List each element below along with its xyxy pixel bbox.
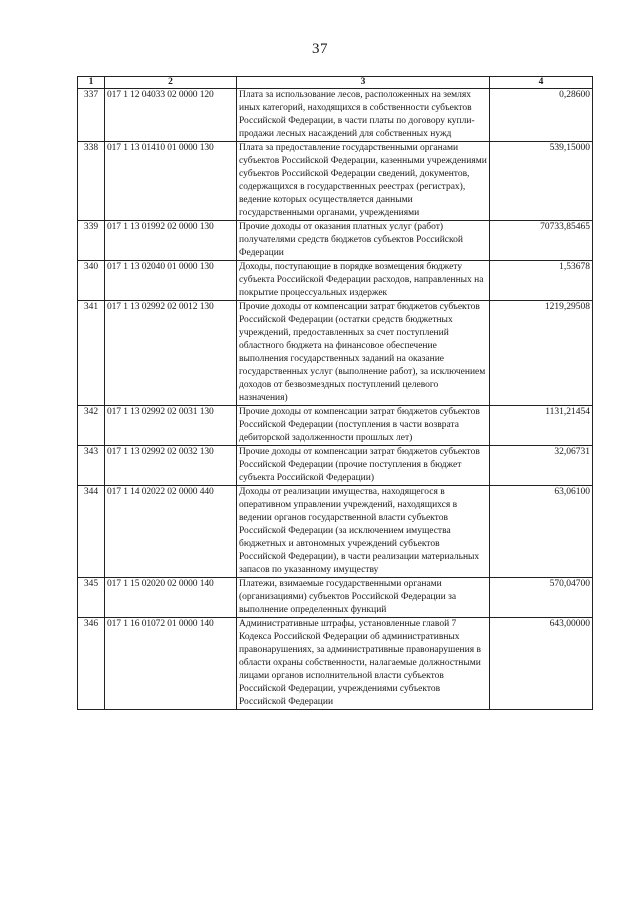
revenue-name: Прочие доходы от компенсации затрат бюджетов субъектов Российской Федерации (остатки средств бюджетных учреждений, предоставленных за счет поступлений областного бюджета на финансовое обеспечение выполнения государственных заданий на оказание государственных услуг (выполнение работ), за исключением доходов от безвозмездных поступлений целевого назначения) — [237, 301, 490, 406]
budget-code: 017 1 16 01072 01 0000 140 — [105, 618, 237, 710]
row-number: 343 — [78, 446, 105, 486]
page-number: 37 — [312, 41, 328, 57]
revenue-name: Прочие доходы от компенсации затрат бюджетов субъектов Российской Федерации (прочие поступления в бюджет субъекта Российской Федерации) — [237, 446, 490, 486]
revenue-name: Плата за использование лесов, расположенных на землях иных категорий, находящихся в собственности субъектов Российской Федерации, в части платы по договору купли-продажи лесных насаждений для собственных нужд — [237, 89, 490, 142]
column-header-2: 2 — [105, 77, 237, 89]
amount: 570,04700 — [490, 578, 593, 618]
revenue-name: Доходы, поступающие в порядке возмещения бюджету субъекта Российской Федерации расходов, направленных на покрытие процессуальных издержек — [237, 261, 490, 301]
amount: 63,06100 — [490, 486, 593, 578]
budget-code: 017 1 13 02040 01 0000 130 — [105, 261, 237, 301]
table-row — [78, 446, 593, 486]
budget-code: 017 1 15 02020 02 0000 140 — [105, 578, 237, 618]
row-number: 346 — [78, 618, 105, 710]
row-number: 339 — [78, 221, 105, 261]
table-row — [78, 261, 593, 301]
amount: 70733,85465 — [490, 221, 593, 261]
table-row — [78, 142, 593, 221]
budget-code: 017 1 13 02992 02 0032 130 — [105, 446, 237, 486]
table-row — [78, 221, 593, 261]
revenue-name: Доходы от реализации имущества, находящегося в оперативном управлении учреждений, находящихся в ведении органов государственной власти субъектов Российской Федерации (за исключением имущества бюджетных и автономных учреждений субъектов Российской Федерации), в части реализации материальных запасов по указанному имуществу — [237, 486, 490, 578]
column-header-1: 1 — [78, 77, 105, 89]
table-row — [78, 618, 593, 710]
row-number: 338 — [78, 142, 105, 221]
table-row — [78, 406, 593, 446]
revenue-table — [77, 76, 593, 710]
revenue-name: Прочие доходы от оказания платных услуг (работ) получателями средств бюджетов субъектов Российской Федерации — [237, 221, 490, 261]
table-row — [78, 89, 593, 142]
budget-code: 017 1 14 02022 02 0000 440 — [105, 486, 237, 578]
amount: 539,15000 — [490, 142, 593, 221]
budget-code: 017 1 13 01992 02 0000 130 — [105, 221, 237, 261]
table-row — [78, 301, 593, 406]
amount: 0,28600 — [490, 89, 593, 142]
row-number: 345 — [78, 578, 105, 618]
row-number: 341 — [78, 301, 105, 406]
revenue-name: Административные штрафы, установленные главой 7 Кодекса Российской Федерации об административных правонарушениях, за административные правонарушения в области охраны собственности, налагаемые должностными лицами органов исполнительной власти субъектов Российской Федерации, учреждениями субъектов Российской Федерации — [237, 618, 490, 710]
amount: 643,00000 — [490, 618, 593, 710]
table-row — [78, 578, 593, 618]
table-header-row — [78, 77, 593, 89]
budget-code: 017 1 12 04033 02 0000 120 — [105, 89, 237, 142]
table-row — [78, 486, 593, 578]
revenue-name: Плата за предоставление государственными органами субъектов Российской Федерации, казенными учреждениями субъектов Российской Федерации сведений, документов, содержащихся в государственных реестрах (регистрах), ведение которых осуществляется данными государственными органами, учреждениями — [237, 142, 490, 221]
budget-code: 017 1 13 02992 02 0012 130 — [105, 301, 237, 406]
budget-code: 017 1 13 01410 01 0000 130 — [105, 142, 237, 221]
revenue-name: Прочие доходы от компенсации затрат бюджетов субъектов Российской Федерации (поступления в части возврата дебиторской задолженности прошлых лет) — [237, 406, 490, 446]
revenue-name: Платежи, взимаемые государственными органами (организациями) субъектов Российской Федерации за выполнение определенных функций — [237, 578, 490, 618]
amount: 1131,21454 — [490, 406, 593, 446]
column-header-3: 3 — [237, 77, 490, 89]
budget-code: 017 1 13 02992 02 0031 130 — [105, 406, 237, 446]
amount: 1219,29508 — [490, 301, 593, 406]
row-number: 337 — [78, 89, 105, 142]
row-number: 340 — [78, 261, 105, 301]
row-number: 342 — [78, 406, 105, 446]
row-number: 344 — [78, 486, 105, 578]
amount: 1,53678 — [490, 261, 593, 301]
amount: 32,06731 — [490, 446, 593, 486]
column-header-4: 4 — [490, 77, 593, 89]
